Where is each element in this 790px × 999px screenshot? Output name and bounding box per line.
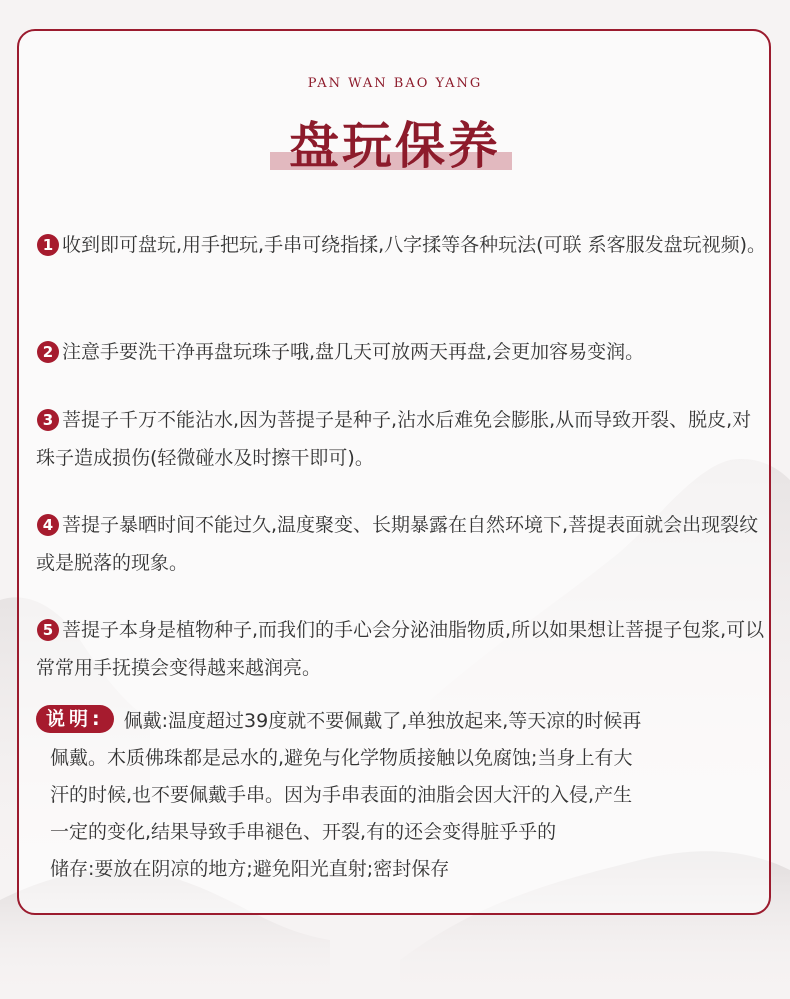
number-badge-icon: 5 [37, 619, 59, 641]
care-item-text: 注意手要洗干净再盘玩珠子哦,盘几天可放两天再盘,会更加容易变润。 [62, 341, 645, 363]
note-label-badge: 说明: [36, 705, 114, 733]
care-item-text: 菩提子暴晒时间不能过久,温度聚变、长期暴露在自然环境下,菩提表面就会出现裂纹或是脱落的现象。 [36, 514, 759, 574]
page-title: 盘玩保养 [289, 116, 501, 175]
care-item-2 [36, 333, 766, 371]
note-line-1 [36, 703, 766, 740]
number-badge-icon: 2 [37, 341, 59, 363]
care-item-text: 菩提子本身是植物种子,而我们的手心会分泌油脂物质,所以如果想让菩提子包浆,可以常常用手抚摸会变得越来越润亮。 [36, 619, 765, 679]
note-section [36, 703, 766, 888]
note-line-2: 佩戴。木质佛珠都是忌水的,避免与化学物质接触以免腐蚀;当身上有大 [50, 747, 633, 769]
number-badge-icon: 4 [37, 514, 59, 536]
number-badge-icon: 3 [37, 409, 59, 431]
note-line-5: 储存:要放在阴凉的地方;避免阳光直射;密封保存 [50, 858, 450, 880]
number-badge-icon: 1 [37, 234, 59, 256]
page-subtitle: PAN WAN BAO YANG [307, 76, 483, 91]
care-item-4 [36, 506, 766, 582]
note-line-4: 一定的变化,结果导致手串褪色、开裂,有的还会变得脏乎乎的 [50, 821, 557, 843]
care-item-5 [36, 611, 766, 687]
care-item-3 [36, 401, 766, 477]
care-item-text: 收到即可盘玩,用手把玩,手串可绕指揉,八字揉等各种玩法(可联 系客服发盘玩视频)。 [62, 234, 766, 256]
care-item-text: 菩提子千万不能沾水,因为菩提子是种子,沾水后难免会膨胀,从而导致开裂、脱皮,对珠子造成损伤(轻微碰水及时擦干即可)。 [36, 409, 752, 469]
care-item-1 [36, 226, 766, 264]
note-text: 佩戴:温度超过39度就不要佩戴了,单独放起来,等天凉的时候再 [123, 710, 642, 732]
note-line-3: 汗的时候,也不要佩戴手串。因为手串表面的油脂会因大汗的入侵,产生 [50, 784, 633, 806]
